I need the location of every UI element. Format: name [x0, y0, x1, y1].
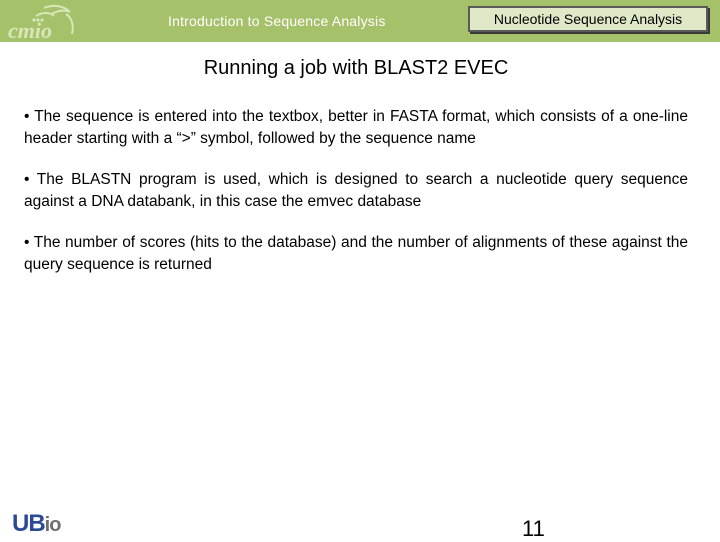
header-bar: [0, 0, 720, 42]
ubio-logo-io: io: [44, 514, 61, 536]
slide-title: [0, 57, 720, 80]
svg-text:cmio: cmio: [8, 18, 52, 42]
topic-label: [468, 6, 708, 32]
page-number: 11: [522, 516, 545, 541]
bullet-item: • The sequence is entered into the textbox, better in FASTA format, which consists of a one-line header starting with a “>” symbol, followed by the sequence name: [24, 108, 688, 147]
header-title: Introduction to Sequence Analysis: [168, 13, 386, 29]
cmio-logo: [6, 2, 88, 42]
bullet-item: • The BLASTN program is used, which is designed to search a nucleotide query sequence against a DNA databank, in this case the emvec database: [24, 171, 688, 210]
topic-label-text: Nucleotide Sequence Analysis: [493, 11, 683, 27]
bullet-list: [24, 106, 688, 295]
ubio-logo: [12, 510, 60, 536]
ubio-logo-ub: UB: [12, 510, 45, 537]
slide-title-text: Running a job with BLAST2 EVEC: [203, 57, 509, 79]
bullet-item: • The number of scores (hits to the database) and the number of alignments of these against the query sequence is returned: [24, 234, 688, 273]
